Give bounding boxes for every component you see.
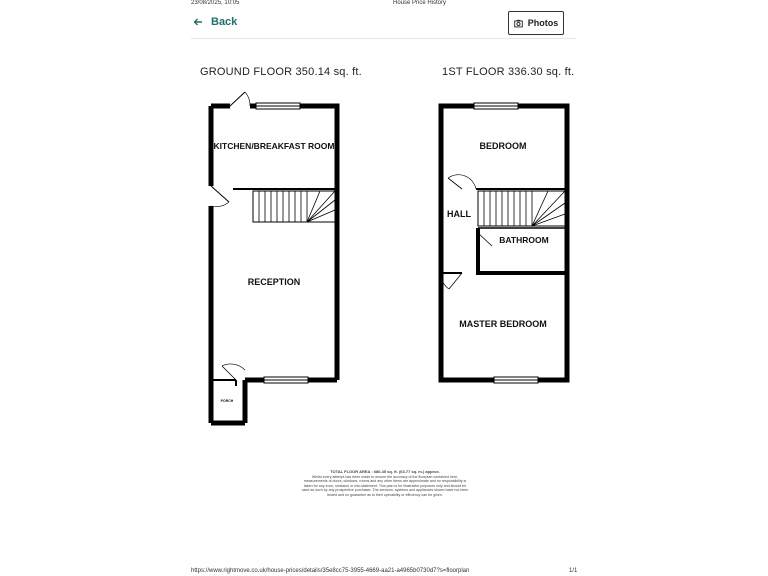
- total-floor-area: TOTAL FLOOR AREA : 686.45 sq. ft. (63.77 sq. m.) approx.: [330, 469, 440, 474]
- print-title: House Price History: [393, 0, 447, 6]
- first-floor-title: 1ST FLOOR 336.30 sq. ft.: [442, 66, 575, 78]
- room-label-bathroom: BATHROOM: [499, 235, 549, 245]
- staircase: [478, 191, 565, 226]
- room-label-reception: RECEPTION: [247, 277, 301, 287]
- ground-floor-plan: [207, 92, 337, 423]
- room-label-kitchen: KITCHEN/BREAKFAST ROOM: [213, 141, 335, 151]
- room-label-master-bedroom: MASTER BEDROOM: [459, 319, 547, 329]
- ground-floor-title: GROUND FLOOR 350.14 sq. ft.: [200, 66, 362, 78]
- photos-label: Photos: [527, 18, 559, 28]
- room-label-bedroom: BEDROOM: [479, 141, 527, 151]
- first-floor-plan: [441, 103, 567, 383]
- room-label-hall: HALL: [447, 209, 471, 219]
- print-date: 23/08/2025, 10:05: [191, 0, 240, 6]
- disclaimer-text: Whilst every attempt has been made to ensure the accuracy of the floorplan contained here, measurements of doors, windows, rooms and any other items are approximate and no responsibility is taken for any error, omission or mis-statement. This plan is for illustrative purposes only and should be used as such by any prospective purchaser. The services, systems and appliances shown have not been tested and no guarantee as to their operability or efficiency can be given.: [301, 474, 469, 497]
- print-page-number: 1/1: [569, 568, 578, 574]
- print-footer: [0, 566, 768, 576]
- back-label: Back: [211, 16, 238, 28]
- room-label-porch: PORCH: [220, 399, 234, 403]
- print-url: https://www.rightmove.co.uk/house-prices/details/35e8cc75-3955-4669-aa21-a4965b0730d7?s=floorplan: [191, 568, 470, 574]
- floorplan-disclaimer: [300, 470, 470, 498]
